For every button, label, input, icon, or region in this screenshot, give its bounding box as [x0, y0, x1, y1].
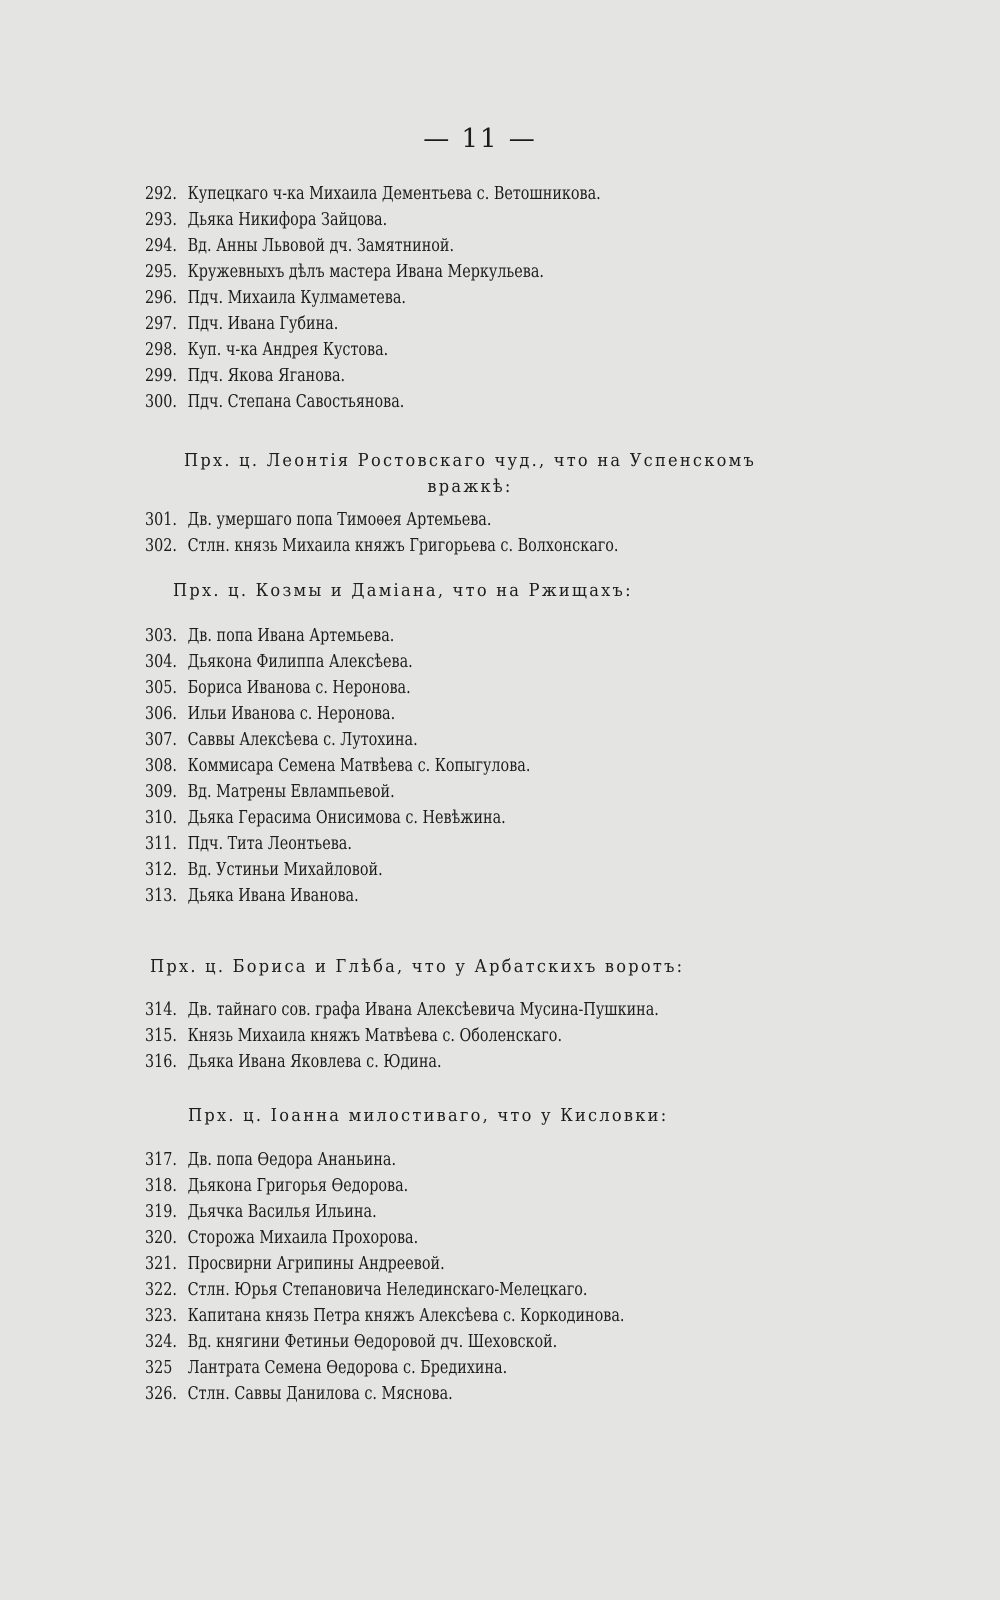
entry-text: Пдч. Степана Савостьянова.: [187, 392, 405, 412]
list-item: [145, 649, 413, 675]
list-item: [145, 1023, 562, 1049]
list-item: [145, 1199, 377, 1225]
entry-text: Дьякона Григорья Ѳедорова.: [187, 1176, 409, 1196]
entry-text: Дьяка Герасима Онисимова с. Невѣжина.: [187, 808, 506, 828]
list-item: [145, 507, 491, 533]
list-item: [145, 311, 338, 337]
entry-number: 298.: [145, 340, 177, 360]
entry-text: Просвирни Агрипины Андреевой.: [187, 1254, 445, 1274]
list-item: [145, 181, 601, 207]
list-item: [145, 883, 359, 909]
entry-number: 303.: [145, 626, 177, 646]
entry-text: Вд. княгини Фетиньи Ѳедоровой дч. Шеховской.: [187, 1332, 558, 1352]
parish-heading-line1: Прх. ц. Леонтія Ростовскаго чуд., что на Успенскомъ: [183, 450, 757, 471]
entry-text: Ильи Иванова с. Неронова.: [187, 704, 396, 724]
list-item: [145, 727, 418, 753]
parish-heading-line1: Прх. ц. Бориса и Глѣба, что у Арбатскихъ воротъ:: [150, 956, 685, 977]
entry-text: Вд. Устиньи Михайловой.: [187, 860, 383, 880]
list-item: [145, 337, 388, 363]
entry-number: 320.: [145, 1228, 177, 1248]
entry-text: Пдч. Михаила Кулмаметева.: [187, 288, 406, 308]
entry-text: Купецкаго ч-ка Михаила Дементьева с. Ветошникова.: [187, 184, 601, 204]
list-item: [145, 1329, 557, 1355]
entry-number: 305.: [145, 678, 177, 698]
entry-text: Вд. Матрены Евлампьевой.: [187, 782, 395, 802]
list-item: [145, 1277, 587, 1303]
entry-text: Дв. попа Ивана Артемьева.: [187, 626, 395, 646]
entry-text: Сторожа Михаила Прохорова.: [187, 1228, 419, 1248]
list-item: [145, 1049, 442, 1075]
entry-number: 308.: [145, 756, 177, 776]
entry-text: Дьяка Ивана Иванова.: [187, 886, 359, 906]
entry-text: Саввы Алексѣева с. Лутохина.: [187, 730, 418, 750]
entry-text: Кружевныхъ дѣлъ мастера Ивана Меркульева.: [187, 262, 544, 282]
entry-number: 307.: [145, 730, 177, 750]
entry-number: 310.: [145, 808, 177, 828]
parish-heading: [119, 448, 821, 500]
parish-heading: [150, 954, 780, 980]
entry-text: Князь Михаила княжъ Матвѣева с. Оболенскаго.: [187, 1026, 563, 1046]
entry-number: 316.: [145, 1052, 177, 1072]
entry-number: 294.: [145, 236, 177, 256]
entry-text: Куп. ч-ка Андрея Кустова.: [187, 340, 389, 360]
list-item: [145, 533, 618, 559]
entry-number: 318.: [145, 1176, 177, 1196]
entry-text: Стлн. князь Михаила княжъ Григорьева с. Волхонскаго.: [187, 536, 619, 556]
page-number: — 11 —: [423, 124, 537, 154]
list-item: [145, 285, 406, 311]
list-item: [145, 997, 659, 1023]
parish-heading-line2: вражкѣ:: [427, 476, 513, 497]
entry-number: 296.: [145, 288, 177, 308]
entry-number: 319.: [145, 1202, 177, 1222]
list-item: [145, 831, 352, 857]
entry-number: 304.: [145, 652, 177, 672]
list-item: [145, 1147, 396, 1173]
entry-number: 292.: [145, 184, 177, 204]
list-item: [145, 363, 345, 389]
entry-number: 309.: [145, 782, 177, 802]
entry-number: 323.: [145, 1306, 177, 1326]
entry-text: Дьяка Ивана Яковлева с. Юдина.: [187, 1052, 442, 1072]
entry-number: 301.: [145, 510, 177, 530]
entry-text: Пдч. Якова Яганова.: [187, 366, 346, 386]
list-item: [145, 857, 383, 883]
list-item: [145, 1251, 445, 1277]
entry-text: Дьячка Василья Ильина.: [187, 1202, 377, 1222]
entry-number: 321.: [145, 1254, 177, 1274]
list-item: [145, 1173, 408, 1199]
list-item: [145, 1225, 418, 1251]
list-item: [145, 233, 454, 259]
entry-number: 313.: [145, 886, 177, 906]
parish-heading: [173, 578, 749, 604]
list-item: [145, 207, 387, 233]
entry-number: 315.: [145, 1026, 177, 1046]
entry-number: 312.: [145, 860, 177, 880]
parish-heading-line1: Прх. ц. Козмы и Даміана, что на Ржищахъ:: [173, 580, 633, 601]
entry-text: Лантрата Семена Ѳедорова с. Бредихина.: [187, 1358, 508, 1378]
entry-number: 322.: [145, 1280, 177, 1300]
parish-heading: [188, 1103, 746, 1129]
entry-text: Коммисара Семена Матвѣева с. Копыгулова.: [187, 756, 531, 776]
entry-text: Бориса Иванова с. Неронова.: [187, 678, 411, 698]
entry-number: 314.: [145, 1000, 177, 1020]
entry-text: Вд. Анны Львовой дч. Замятниной.: [187, 236, 455, 256]
list-item: [145, 701, 395, 727]
list-item: [145, 259, 544, 285]
list-item: [145, 389, 404, 415]
list-item: [145, 1381, 453, 1407]
entry-text: Стлн. Юрья Степановича Нелединскаго-Мелецкаго.: [187, 1280, 588, 1300]
entry-number: 311.: [145, 834, 177, 854]
list-item: [145, 805, 506, 831]
entry-number: 297.: [145, 314, 177, 334]
entry-number: 302.: [145, 536, 177, 556]
entry-text: Дв. тайнаго сов. графа Ивана Алексѣевича Мусина-Пушкина.: [187, 1000, 659, 1020]
list-item: [145, 753, 530, 779]
list-item: [145, 1355, 507, 1381]
entry-text: Стлн. Саввы Данилова с. Мяснова.: [187, 1384, 453, 1404]
entry-text: Капитана князь Петра княжъ Алексѣева с. Коркодинова.: [187, 1306, 625, 1326]
entry-number: 325: [145, 1358, 173, 1378]
entry-number: 324.: [145, 1332, 177, 1352]
entry-number: 300.: [145, 392, 177, 412]
entry-number: 293.: [145, 210, 177, 230]
entry-text: Дьяка Никифора Зайцова.: [187, 210, 388, 230]
list-item: [145, 1303, 624, 1329]
list-item: [145, 675, 411, 701]
entry-number: 326.: [145, 1384, 177, 1404]
entry-text: Пдч. Тита Леонтьева.: [187, 834, 352, 854]
entry-text: Дв. попа Ѳедора Ананьина.: [187, 1150, 397, 1170]
entry-text: Дьякона Филиппа Алексѣева.: [187, 652, 413, 672]
list-item: [145, 779, 395, 805]
entry-number: 317.: [145, 1150, 177, 1170]
list-item: [145, 623, 394, 649]
entry-text: Дв. умершаго попа Тимоѳея Артемьева.: [187, 510, 492, 530]
entry-text: Пдч. Ивана Губина.: [187, 314, 339, 334]
entry-number: 306.: [145, 704, 177, 724]
entry-number: 295.: [145, 262, 177, 282]
entry-number: 299.: [145, 366, 177, 386]
parish-heading-line1: Прх. ц. Іоанна милостиваго, что у Кисловки:: [188, 1105, 669, 1126]
